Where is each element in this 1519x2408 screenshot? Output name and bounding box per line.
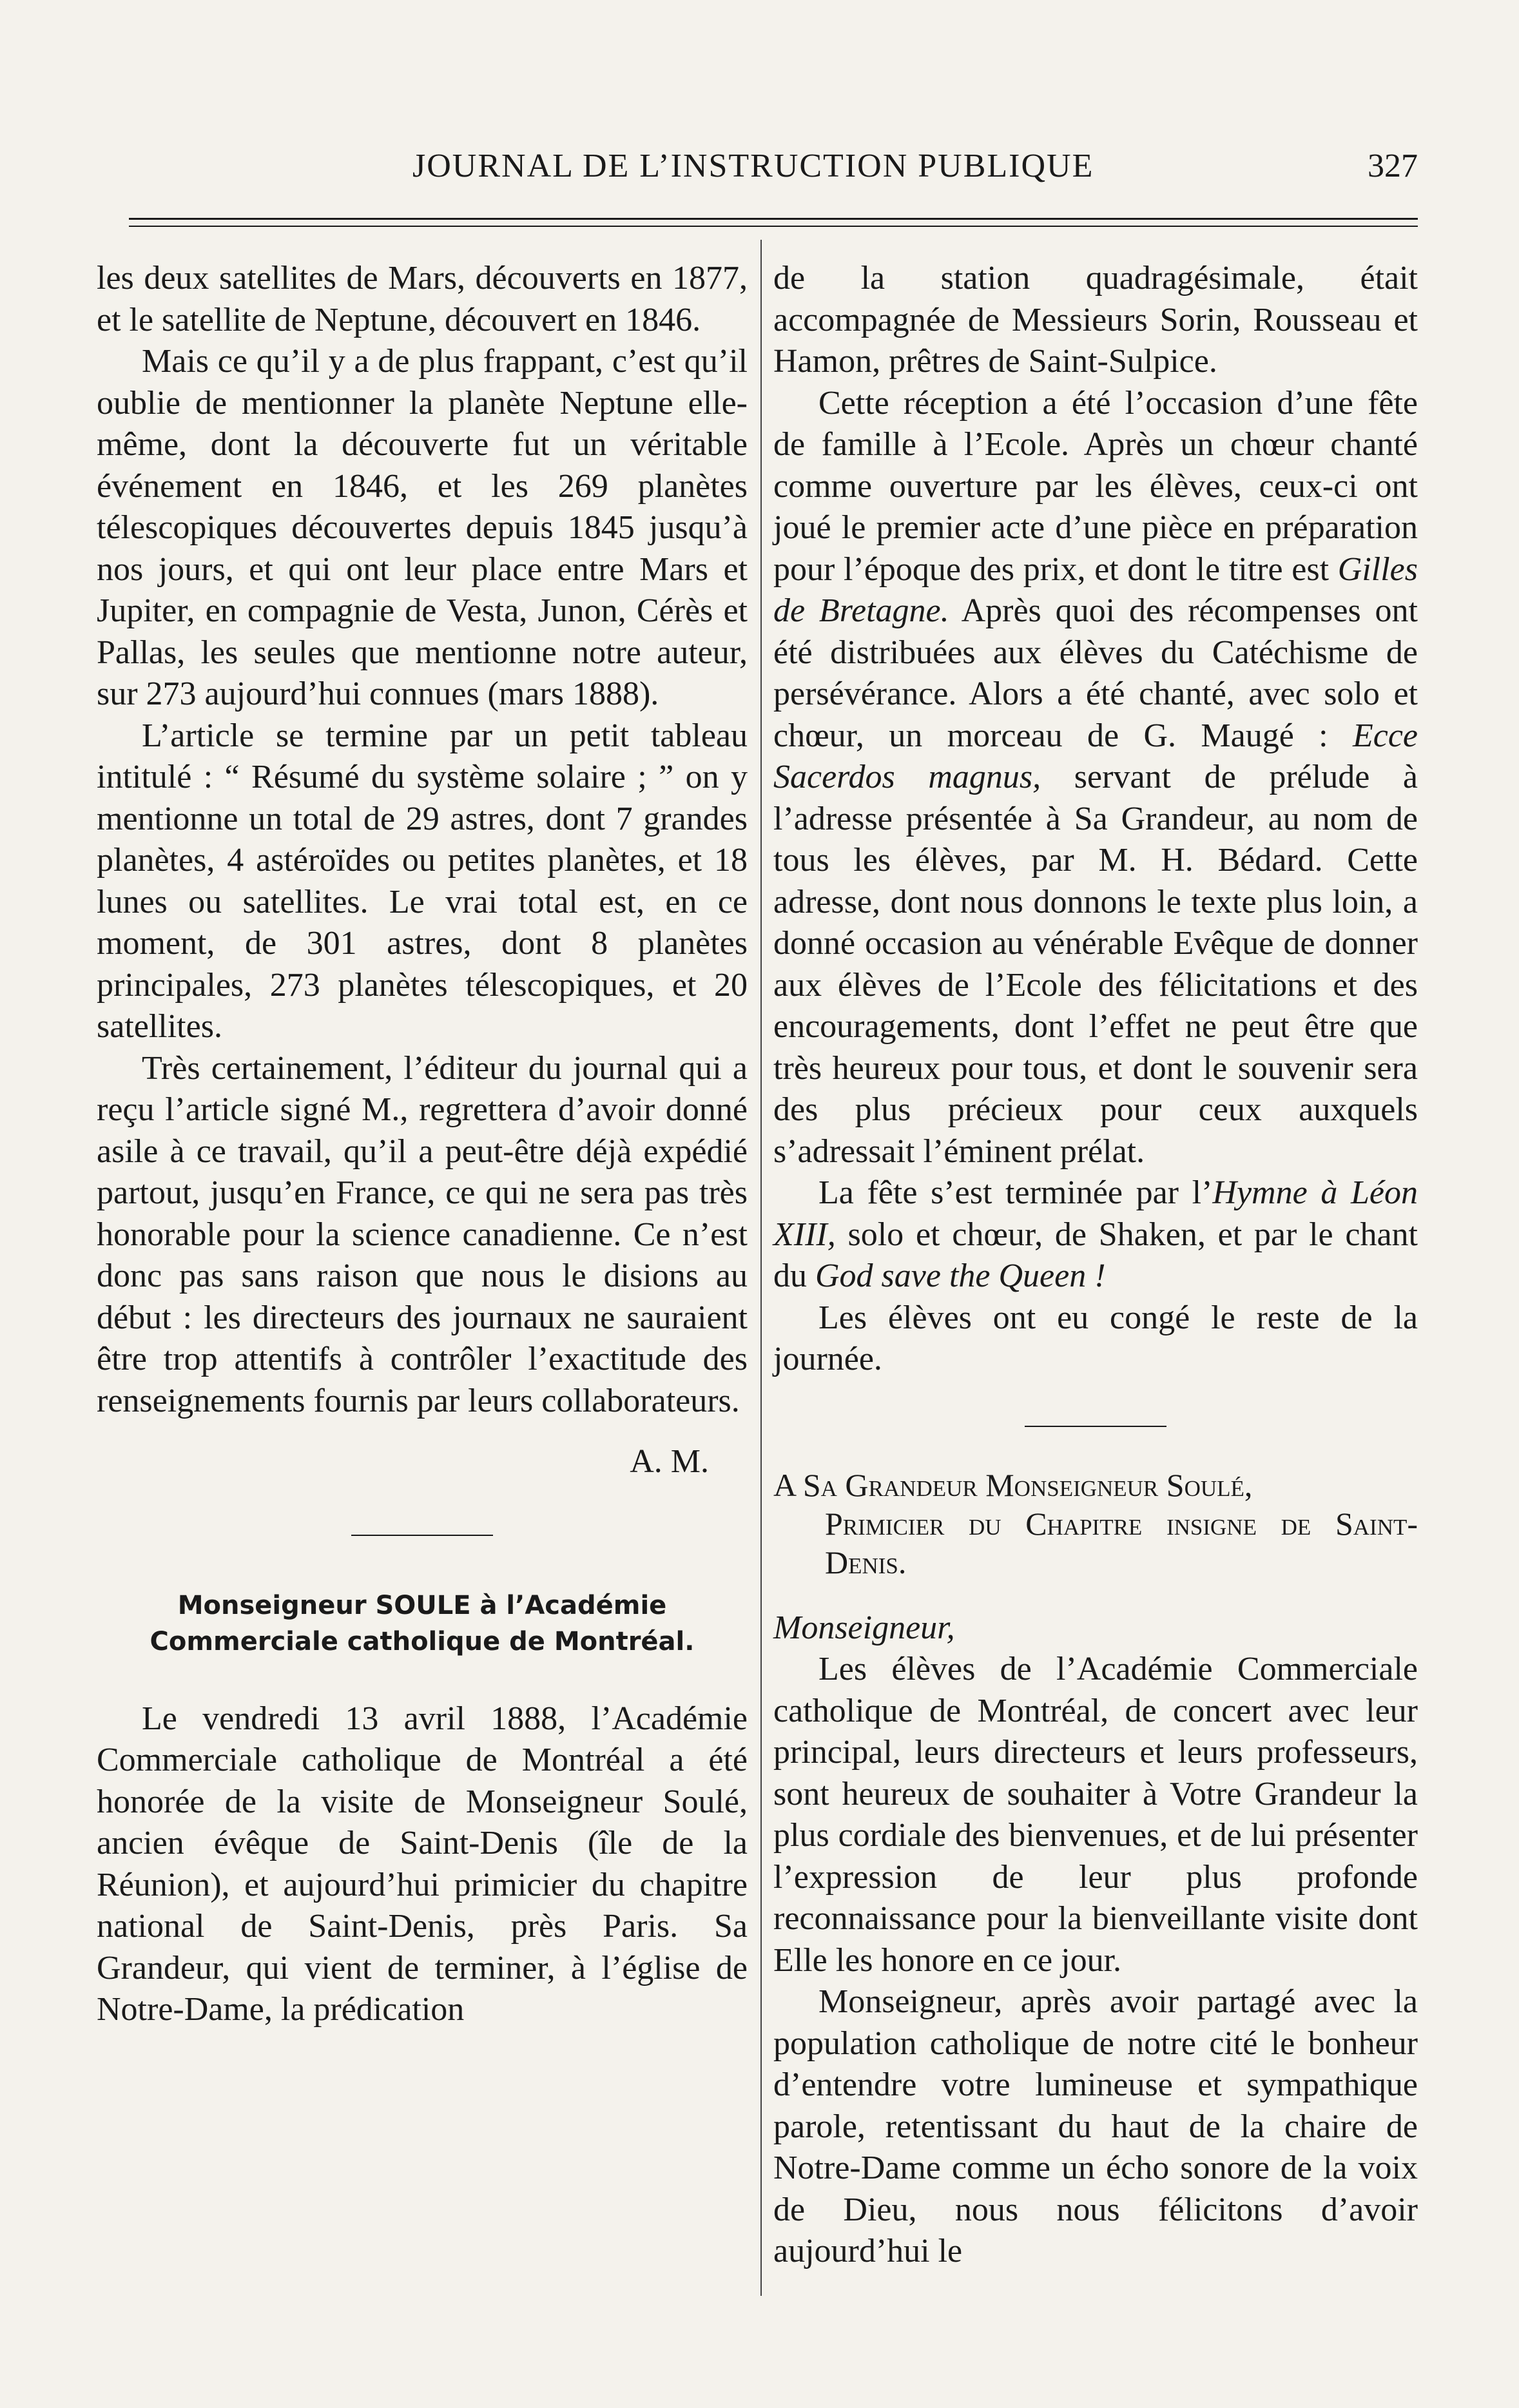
paragraph: Monseigneur, après avoir partagé avec la population catholique de notre cité le bonheur d’entendre votre lumineuse et sympathique parole, retentissant du haut de la chaire de Notre-Dame comme un écho sonore de la voix de Dieu, nous nous félicitons d’avoir aujourd’hui le	[773, 1983, 1418, 2269]
left-column	[97, 258, 748, 2031]
text-run: solo et chœur, de Shaken, et par le chant du	[773, 1216, 1418, 1294]
right-column	[773, 258, 1418, 2273]
paragraph	[773, 383, 1418, 1173]
address-heading	[773, 1466, 1418, 1582]
address-line: Primicier du Chapitre insigne de Saint-Denis.	[825, 1505, 1418, 1580]
paragraph	[773, 1172, 1418, 1297]
section-separator	[351, 1535, 493, 1536]
section-heading: Monseigneur SOULE à l’Académie Commerciale catholique de Montréal.	[150, 1590, 695, 1656]
section-separator	[1025, 1426, 1166, 1427]
paragraph: Très certainement, l’éditeur du journal qui a reçu l’article signé M., regrettera d’avoir donné asile à ce travail, qu’il a peut-être déjà expédié partout, jusqu’en France, ce qui ne sera pas très honorable pour la science canadienne. Ce n’est donc pas sans raison que nous le disions au début : les directeurs des journaux ne sauraient être trop attentifs à contrôler l’exactitude des renseignements fournis par leurs collaborateurs.	[97, 1049, 748, 1419]
text-run: Après quoi des récompenses ont été distribuées aux élèves du Catéchisme de persévérance. Alors a été chanté, avec solo et chœur, un morceau de G. Maugé :	[773, 592, 1418, 754]
paragraph: de la station quadragésimale, était accompagnée de Messieurs Sorin, Rousseau et Hamon, prêtres de Saint-Sulpice.	[773, 260, 1418, 380]
column-divider	[760, 240, 762, 2296]
piece-title: Ecce Sacerdos magnus,	[773, 717, 1418, 795]
text-run: Cette réception a été l’occasion d’une fête de famille à l’Ecole. Après un chœur chanté comme ouverture par les élèves, ceux-ci ont joué le premier acte d’une pièce en préparation pour l’époque des prix, et dont le titre est	[773, 384, 1418, 588]
paragraph: L’article se termine par un petit tableau intitulé : “ Résumé du système solaire ; ” on y mentionne un total de 29 astres, dont 7 grandes planètes, 4 astéroïdes ou petites planètes, et 18 lunes ou satellites. Le vrai total est, en ce moment, de 301 astres, dont 8 planètes principales, 273 planètes télescopiques, et 20 satellites.	[97, 717, 748, 1045]
play-title: Gilles de Bretagne.	[773, 550, 1418, 629]
page-header	[129, 147, 1418, 199]
paragraph: Les élèves de l’Académie Commerciale catholique de Montréal, de concert avec leur principal, leurs directeurs et leurs professeurs, sont heureux de souhaiter à Votre Grandeur la plus cordiale des bienvenues, et de lui présenter l’expression de leur plus profonde reconnaissance pour la bienveillante visite dont Elle les honore en ce jour.	[773, 1651, 1418, 1979]
paragraph: Les élèves ont eu congé le reste de la journée.	[773, 1299, 1418, 1377]
hymn-title: Hymne à Léon XIII,	[773, 1174, 1418, 1253]
paragraph: Le vendredi 13 avril 1888, l’Académie Commerciale catholique de Montréal a été honorée de la visite de Monseigneur Soulé, ancien évêque de Saint-Denis (île de la Réunion), et aujourd’hui primicier du chapitre national de Saint-Denis, près Paris. Sa Grandeur, qui vient de terminer, à l’église de Notre-Dame, la prédication	[97, 1700, 748, 2028]
header-rule	[129, 218, 1418, 220]
salutation: Monseigneur,	[773, 1609, 955, 1646]
signature: A. M.	[630, 1443, 709, 1480]
anthem-title: God save the Queen !	[815, 1257, 1106, 1294]
address-line: A Sa Grandeur Monseigneur Soulé,	[773, 1466, 1253, 1503]
running-title: JOURNAL DE L’INSTRUCTION PUBLIQUE	[412, 148, 1094, 184]
page-number: 327	[1368, 148, 1418, 184]
header-rule-secondary	[129, 226, 1418, 227]
text-run: La fête s’est terminée par l’	[818, 1174, 1213, 1211]
text-run: servant de prélude à l’adresse présentée à Sa Grandeur, au nom de tous les élèves, par M. H. Bédard. Cette adresse, dont nous donnons le texte plus loin, a donné occasion au vénérable Evêque de donner aux élèves de l’Ecole des félicitations et des encouragements, dont l’effet ne peut être que très heureux pour tous, et dont le souvenir sera des plus précieux pour ceux auxquels s’adressait l’éminent prélat.	[773, 759, 1418, 1170]
paragraph: les deux satellites de Mars, découverts en 1877, et le satellite de Neptune, découvert en 1846.	[97, 260, 748, 338]
paragraph: Mais ce qu’il y a de plus frappant, c’est qu’il oublie de mentionner la planète Neptune elle-même, dont la découverte fut un véritable événement en 1846, et les 269 planètes télescopiques découvertes depuis 1845 jusqu’à nos jours, et qui ont leur place entre Mars et Jupiter, en compagnie de Vesta, Junon, Cérès et Pallas, les seules que mentionne notre auteur, sur 273 aujourd’hui connues (mars 1888).	[97, 343, 748, 712]
